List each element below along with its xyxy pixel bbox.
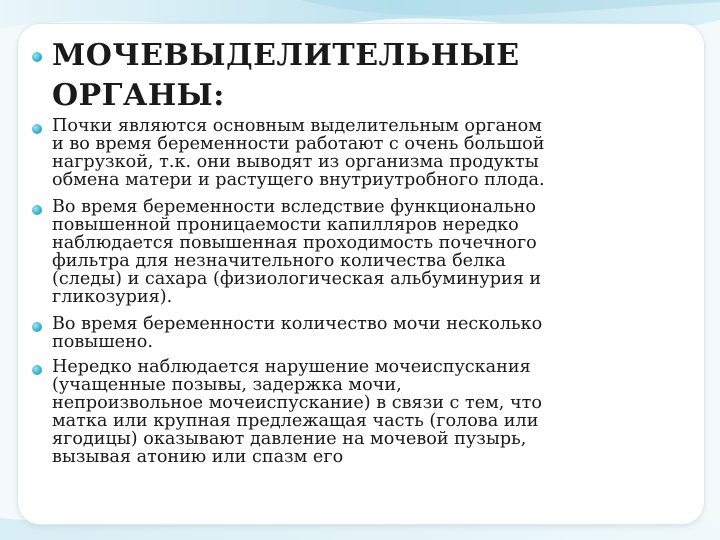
list-item-line: Нередко наблюдается нарушение мочеиспускания	[52, 357, 531, 377]
list-item-line: обмена матери и растущего внутриутробного плода.	[52, 170, 545, 190]
bullet-icon	[32, 205, 42, 215]
bullet-icon	[32, 322, 42, 332]
list-item-line: (следы) и сахара (физиологическая альбуминурия и	[52, 269, 542, 289]
list-item-line: Во время беременности вследствие функционально	[52, 197, 536, 217]
list-item-line: повышено.	[52, 332, 153, 352]
list-item-line: матка или крупная предлежащая часть (голова или	[52, 411, 539, 431]
bullet-icon	[32, 365, 42, 375]
list-item	[52, 117, 692, 189]
title-line: ОРГАНЫ:	[52, 78, 225, 113]
title-line: МОЧЕВЫДЕЛИТЕЛЬНЫЕ	[52, 38, 520, 73]
list-item-line: Во время беременности количество мочи несколько	[52, 314, 543, 334]
list-item	[52, 315, 692, 351]
list-item-line: непроизвольное мочеиспускание) в связи с тем, что	[52, 393, 542, 413]
list-item-line: ягодицы) оказывают давление на мочевой пузырь,	[52, 429, 527, 449]
list-item-line: нагрузкой, т.к. они выводят из организма продукты	[52, 152, 539, 172]
list-item-line: гликозурия).	[52, 287, 173, 307]
title-bullet-icon	[32, 52, 42, 62]
list-item-line: (учащенные позывы, задержка мочи,	[52, 375, 402, 395]
list-item	[52, 198, 692, 306]
list-item-line: Почки являются основным выделительным органом	[52, 116, 542, 136]
list-item-line: вызывая атонию или спазм его	[52, 447, 344, 467]
list-item-line: наблюдается повышенная проходимость почечного	[52, 233, 537, 253]
bullet-icon	[32, 124, 42, 134]
list-item	[52, 358, 692, 466]
list-item-line: повышенной проницаемости капилляров нередко	[52, 215, 519, 235]
page-title	[52, 36, 652, 116]
list-item-line: и во время беременности работают с очень большой	[52, 134, 545, 154]
list-item-line: фильтра для незначительного количества белка	[52, 251, 506, 271]
